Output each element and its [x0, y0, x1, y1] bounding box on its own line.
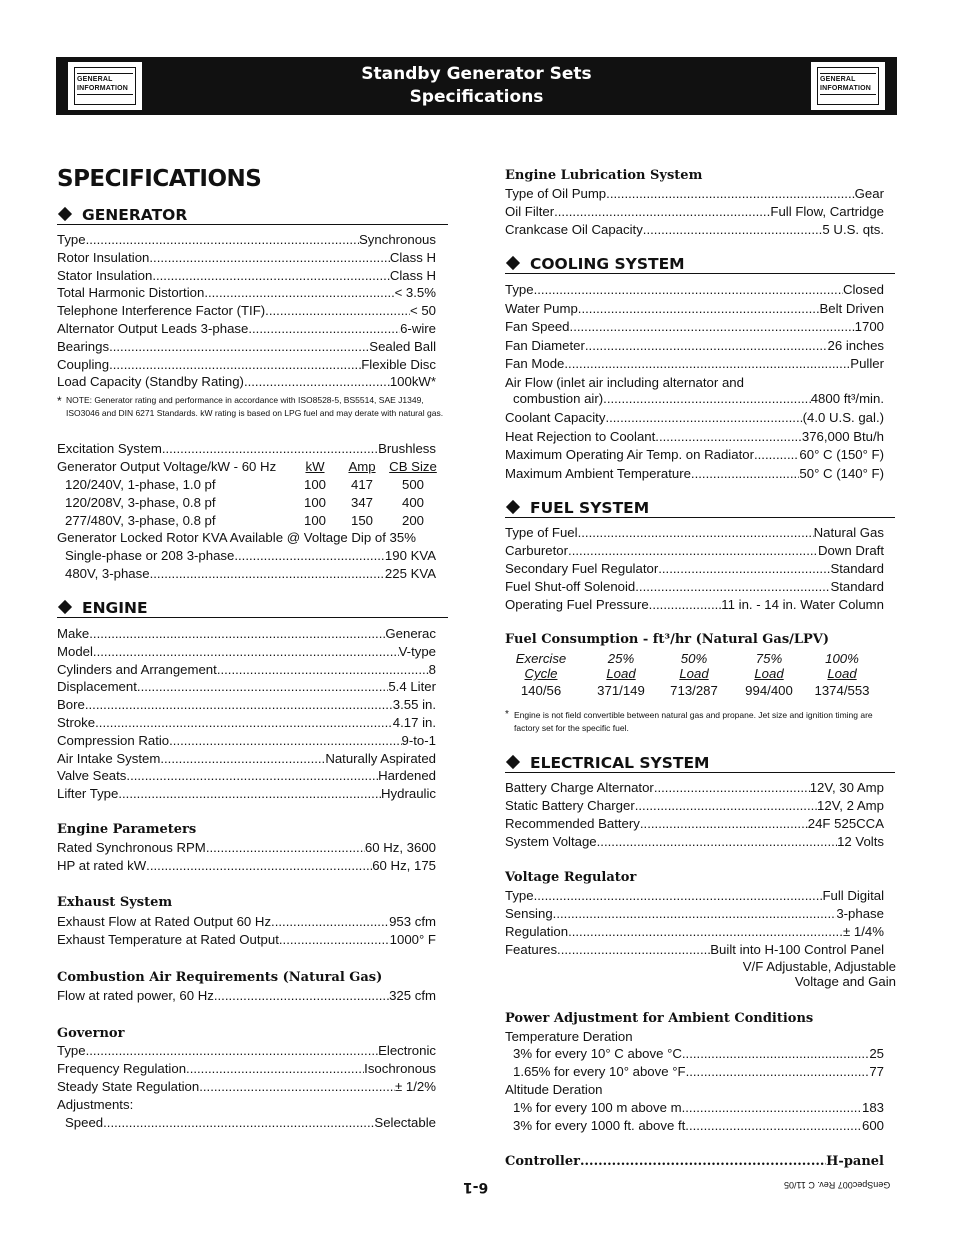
- spec-value: Hardened: [378, 768, 436, 784]
- spec-label: Static Battery Charger: [505, 798, 635, 813]
- spec-row-cooling: [505, 355, 884, 373]
- spec-label: Battery Charge Alternator: [505, 780, 654, 795]
- spec-value: 26 inches: [827, 337, 884, 353]
- fuel-consumption-value: 994/400: [745, 683, 793, 698]
- spec-row-generator: [57, 320, 436, 338]
- spec-row-speed: Speed ..... Selectable: [65, 1114, 436, 1132]
- voltage-table-header-kw: kW: [305, 459, 325, 474]
- spec-value: Gear: [854, 186, 884, 201]
- spec-value: 25: [869, 1046, 884, 1061]
- spec-row-generator: [57, 302, 436, 320]
- spec-row-generator: [57, 356, 436, 374]
- voltage-table-cell-kw: 100: [303, 477, 326, 492]
- diamond-icon: [506, 500, 520, 514]
- airflow-line1: Air Flow (inlet air including alternator and: [505, 375, 744, 390]
- spec-label: Crankcase Oil Capacity: [505, 222, 643, 237]
- fuel-consumption-header: 50%: [680, 651, 708, 666]
- voltage-table-cell-label: 120/208V, 3-phase, 0.8 pf: [65, 495, 216, 510]
- spec-label: Fan Diameter: [505, 337, 585, 353]
- spec-value: ± 1/2%: [395, 1079, 436, 1094]
- voltage-table-caption: Generator Output Voltage/kW - 60 Hz: [57, 459, 277, 474]
- section-heading-engine: ENGINE: [57, 599, 448, 618]
- spec-label: Coupling: [57, 356, 110, 372]
- fuel-consumption-value: 1374/553: [814, 683, 870, 698]
- spec-value: 183: [861, 1100, 884, 1115]
- spec-label: Stator Insulation: [57, 267, 153, 283]
- spec-value: 100kW*: [389, 374, 436, 390]
- spec-label: Bore: [57, 697, 85, 713]
- fuel-note: Engine is not field convertible between natural gas and propane. Jet size and ignition timing are factory set for the specific fuel.: [514, 710, 873, 733]
- spec-row-cooling: [505, 318, 884, 336]
- section-heading-electrical: ELECTRICAL SYSTEM: [505, 754, 895, 773]
- spec-label: Exhaust Temperature at Rated Output: [57, 932, 279, 947]
- spec-label: Flow at rated power, 60 Hz: [57, 988, 214, 1003]
- subheading-governor: Governor: [57, 1026, 125, 1041]
- voltage-table-cell-label: 277/480V, 3-phase, 0.8 pf: [65, 513, 216, 528]
- spec-row-alt-deration: [513, 1117, 884, 1135]
- spec-row-engine: [57, 696, 436, 714]
- spec-row-cooling: [505, 409, 884, 427]
- spec-value: 77: [869, 1064, 884, 1079]
- fuel-note-star: *: [505, 709, 509, 720]
- fuel-consumption-header: 100%: [825, 651, 859, 666]
- adjustments-label: Adjustments:: [57, 1097, 134, 1112]
- spec-label: Telephone Interference Factor (TIF): [57, 303, 266, 319]
- spec-row-locked-rotor: [65, 547, 436, 565]
- spec-row-voltage-regulator: [505, 923, 884, 941]
- fuel-consumption-header: 75%: [755, 651, 783, 666]
- spec-row-temp-deration: [513, 1063, 884, 1081]
- spec-row-lubrication: [505, 221, 884, 239]
- spec-value: 3.55 in.: [392, 697, 436, 713]
- spec-label: Oil Filter: [505, 204, 555, 219]
- spec-label: Valve Seats: [57, 768, 127, 784]
- spec-value: 60 Hz, 175: [372, 858, 436, 873]
- spec-row-generator: [57, 249, 436, 267]
- spec-row-fuel: [505, 542, 884, 560]
- vr-extra-line2: Voltage and Gain: [794, 974, 896, 989]
- subheading-power-adjustment: Power Adjustment for Ambient Conditions: [505, 1011, 814, 1026]
- spec-row-electrical: [505, 779, 884, 797]
- spec-row-cooling: [505, 446, 884, 464]
- spec-label: System Voltage: [505, 834, 597, 849]
- spec-label: Exhaust Flow at Rated Output 60 Hz: [57, 914, 272, 929]
- spec-row-voltage-regulator: [505, 887, 884, 905]
- spec-label: Type: [505, 888, 534, 903]
- spec-value: 1000° F: [389, 932, 436, 947]
- spec-label: Bearings: [57, 338, 110, 354]
- spec-row-temp-deration: [513, 1045, 884, 1063]
- spec-value: Full Flow, Cartridge: [770, 204, 884, 219]
- generator-note: NOTE: Generator rating and performance in accordance with ISO8528-5, BS5514, SAE J1349, ISO3046 and DIN 6271 Standards. kW rating is based on LPG fuel and may derate with natural gas.: [66, 395, 444, 418]
- spec-value: Belt Driven: [819, 300, 884, 316]
- spec-row-generator: [57, 284, 436, 302]
- spec-value: 600: [861, 1118, 884, 1133]
- spec-label: Rated Synchronous RPM: [57, 840, 206, 855]
- spec-value: Standard: [830, 561, 884, 576]
- spec-row-electrical: [505, 815, 884, 833]
- spec-row-cooling: [505, 465, 884, 483]
- spec-label: Displacement: [57, 679, 137, 695]
- diamond-icon: [58, 600, 72, 614]
- spec-row-generator: [57, 373, 436, 391]
- section-heading-fuel: FUEL SYSTEM: [505, 499, 895, 518]
- spec-value: 953 cfm: [389, 914, 436, 929]
- spec-row-engine-param: [57, 839, 436, 857]
- spec-row-engine: [57, 625, 436, 643]
- spec-label: Type: [57, 1043, 86, 1058]
- spec-value: V-type: [398, 643, 436, 659]
- spec-row-governor: [57, 1078, 436, 1096]
- spec-label: Single-phase or 208 3-phase: [65, 548, 235, 563]
- subheading-voltage-regulator: Voltage Regulator: [505, 870, 637, 885]
- spec-value: 11 in. - 14 in. Water Column: [721, 597, 884, 612]
- spec-value: 12 Volts: [837, 834, 884, 849]
- spec-label: Operating Fuel Pressure: [505, 597, 649, 612]
- spec-value: 5.4 Liter: [388, 679, 436, 695]
- spec-row-alt-deration: [513, 1099, 884, 1117]
- spec-value: Full Digital: [822, 888, 884, 903]
- header-bar: [56, 57, 897, 115]
- fuel-consumption-value: 140/56: [520, 683, 562, 698]
- spec-row-engine: [57, 643, 436, 661]
- spec-row-cooling: [505, 337, 884, 355]
- spec-row-lubrication: [505, 203, 884, 221]
- spec-label: Type of Fuel: [505, 525, 578, 540]
- fuel-consumption-header: Load: [754, 666, 784, 681]
- vr-extra-line1: V/F Adjustable, Adjustable: [742, 959, 896, 974]
- spec-row-generator: [57, 338, 436, 356]
- spec-value: < 50: [409, 303, 436, 319]
- spec-value: 4.17 in.: [392, 715, 436, 730]
- spec-value: Class H: [389, 267, 436, 283]
- spec-value: Isochronous: [364, 1061, 436, 1076]
- page-title: SPECIFICATIONS: [57, 166, 262, 192]
- spec-label: Load Capacity (Standby Rating): [57, 374, 244, 390]
- spec-value: 12V, 2 Amp: [817, 798, 884, 813]
- spec-label: 3% for every 1000 ft. above ft.: [513, 1118, 689, 1133]
- spec-row-lubrication: [505, 185, 884, 203]
- spec-value: Natural Gas: [813, 525, 884, 540]
- voltage-table-header-amp: Amp: [348, 459, 376, 474]
- spec-label: Make: [57, 626, 90, 641]
- spec-row-engine: [57, 750, 436, 768]
- spec-label: Total Harmonic Distortion: [57, 285, 205, 301]
- spec-value: 60° C (150° F): [799, 447, 884, 462]
- spec-row-engine: [57, 785, 436, 803]
- spec-label: Alternator Output Leads 3-phase: [57, 321, 249, 336]
- spec-value: Down Draft: [818, 543, 884, 558]
- spec-row-fuel: [505, 596, 884, 614]
- spec-value: 12V, 30 Amp: [809, 780, 884, 795]
- spec-label: Model: [57, 643, 93, 659]
- voltage-table-cell-cb: 200: [401, 513, 424, 528]
- spec-label: Compression Ratio: [57, 732, 170, 748]
- spec-label: 3% for every 10° C above °C: [513, 1046, 682, 1061]
- spec-label: 480V, 3-phase: [65, 566, 150, 581]
- spec-row-engine: [57, 661, 436, 679]
- spec-value: 1700: [854, 319, 884, 334]
- spec-value: 60 Hz, 3600: [364, 840, 436, 855]
- spec-label: Features: [505, 942, 558, 957]
- spec-value: Electronic: [378, 1043, 436, 1058]
- fuel-consumption-header: Load: [679, 666, 709, 681]
- spec-row-cooling: [505, 428, 884, 446]
- spec-label: Water Pump: [505, 300, 578, 316]
- spec-row-cooling: [505, 281, 884, 299]
- header-title: Standby Generator Sets Specifications: [361, 64, 592, 107]
- spec-label: Heat Rejection to Coolant: [505, 428, 656, 444]
- spec-row-engine: [57, 678, 436, 696]
- spec-value: 376,000 Btu/h: [801, 428, 884, 444]
- spec-value: 3-phase: [836, 906, 884, 921]
- spec-row-electrical: [505, 833, 884, 851]
- spec-row-engine: [57, 767, 436, 785]
- spec-row-exhaust: [57, 931, 436, 949]
- fuel-consumption-header: 25%: [607, 651, 635, 666]
- spec-row-governor: [57, 1042, 436, 1060]
- spec-label: 1.65% for every 10° above °F: [513, 1064, 686, 1079]
- fuel-consumption-header: Load: [606, 666, 636, 681]
- spec-row-engine-param: [57, 857, 436, 875]
- voltage-table-cell-kw: 100: [303, 495, 326, 510]
- note-star: *: [57, 394, 62, 408]
- subheading-combustion-air: Combustion Air Requirements (Natural Gas): [57, 970, 383, 985]
- spec-label: Regulation: [505, 924, 569, 939]
- subheading-exhaust-system: Exhaust System: [57, 895, 173, 910]
- spec-label: Rotor Insulation: [57, 249, 150, 265]
- spec-label: Carburetor: [505, 543, 569, 558]
- spec-value: Hydraulic: [381, 786, 436, 802]
- spec-value: 8: [428, 661, 436, 677]
- spec-row-cooling: [505, 300, 884, 318]
- spec-label: Cylinders and Arrangement: [57, 661, 217, 677]
- voltage-table-cell-kw: 100: [303, 513, 326, 528]
- spec-row-locked-rotor: [65, 565, 436, 583]
- revision-code: GenSpec007 Rev. C 11/05: [784, 1180, 891, 1190]
- general-info-badge-right: [811, 62, 885, 110]
- spec-label: Fan Mode: [505, 356, 565, 371]
- voltage-table-cell-amp: 417: [350, 477, 373, 492]
- temperature-deration-label: Temperature Deration: [505, 1029, 633, 1044]
- subheading-fuel-consumption: Fuel Consumption - ft³/hr (Natural Gas/LPV): [505, 632, 830, 647]
- spec-value: 325 cfm: [389, 988, 436, 1003]
- fuel-consumption-value: 713/287: [670, 683, 718, 698]
- fuel-consumption-value: 371/149: [597, 683, 645, 698]
- diamond-icon: [506, 256, 520, 270]
- voltage-table-header-cb: CB Size: [389, 459, 437, 474]
- spec-value: 225 KVA: [384, 566, 436, 581]
- spec-row-combustion: [57, 987, 436, 1005]
- section-heading-generator: GENERATOR: [57, 206, 448, 225]
- spec-value: < 3.5%: [394, 285, 436, 301]
- spec-row-fuel: [505, 524, 884, 542]
- fuel-consumption-header: Exercise: [515, 651, 567, 666]
- spec-label: Type: [57, 232, 86, 247]
- spec-row-voltage-regulator: [505, 905, 884, 923]
- spec-label: 1% for every 100 m above m: [513, 1100, 682, 1115]
- subheading-lubrication: Engine Lubrication System: [505, 168, 703, 183]
- spec-value: Puller: [850, 356, 884, 371]
- spec-label: Stroke: [57, 715, 96, 730]
- spec-row-engine: [57, 732, 436, 750]
- spec-label: Coolant Capacity: [505, 410, 606, 425]
- locked-rotor-caption: Generator Locked Rotor KVA Available @ Voltage Dip of 35%: [57, 530, 416, 545]
- spec-row-generator: [57, 267, 436, 285]
- spec-row-fuel: [505, 578, 884, 596]
- voltage-table-cell-cb: 500: [401, 477, 424, 492]
- spec-value: Class H: [389, 249, 436, 265]
- spec-value: 9-to-1: [401, 732, 436, 748]
- voltage-table-cell-cb: 400: [401, 495, 424, 510]
- spec-label: Recommended Battery: [505, 816, 640, 831]
- spec-row-airflow: combustion air) ..... 4800 ft³/min.: [513, 390, 884, 408]
- spec-label: Lifter Type: [57, 786, 119, 802]
- badge-text: GENERAL INFORMATION: [77, 76, 129, 92]
- spec-label: Maximum Operating Air Temp. on Radiator: [505, 447, 754, 462]
- fuel-consumption-header: Load: [827, 666, 857, 681]
- spec-row-generator: [57, 231, 436, 249]
- badge-text: GENERAL INFORMATION: [820, 76, 872, 92]
- subheading-engine-parameters: Engine Parameters: [57, 822, 197, 837]
- spec-label: Steady State Regulation: [57, 1079, 200, 1094]
- spec-value: 5 U.S. qts.: [822, 222, 884, 237]
- spec-label: Fan Speed: [505, 319, 570, 334]
- spec-value: Standard: [830, 579, 884, 594]
- spec-label: Maximum Ambient Temperature: [505, 465, 691, 481]
- spec-value: ± 1/4%: [843, 924, 884, 939]
- section-heading-cooling: COOLING SYSTEM: [505, 255, 895, 274]
- spec-value: Closed: [842, 282, 884, 297]
- spec-value: 190 KVA: [384, 548, 436, 563]
- spec-row-voltage-regulator: [505, 941, 884, 959]
- page-number: 6-1: [463, 1179, 489, 1195]
- spec-value: 6-wire: [400, 321, 436, 336]
- spec-label: Type: [505, 282, 534, 297]
- spec-value: Generac: [385, 626, 436, 641]
- spec-label: Secondary Fuel Regulator: [505, 561, 659, 576]
- spec-label: Sensing: [505, 906, 553, 921]
- spec-label: HP at rated kW: [57, 858, 147, 873]
- voltage-table-cell-amp: 347: [350, 495, 373, 510]
- spec-value: Flexible Disc: [361, 356, 436, 372]
- spec-value: Synchronous: [359, 232, 436, 247]
- spec-row-electrical: [505, 797, 884, 815]
- spec-row-governor: [57, 1060, 436, 1078]
- spec-label: Fuel Shut-off Solenoid: [505, 579, 636, 594]
- diamond-icon: [58, 207, 72, 221]
- altitude-deration-label: Altitude Deration: [505, 1082, 603, 1097]
- spec-label: Air Intake System: [57, 750, 161, 766]
- spec-value: Sealed Ball: [369, 338, 436, 354]
- spec-label: Frequency Regulation: [57, 1061, 187, 1076]
- fuel-consumption-header: Cycle: [524, 666, 558, 681]
- spec-value: (4.0 U.S. gal.): [802, 410, 884, 425]
- diamond-icon: [506, 755, 520, 769]
- spec-row-fuel: [505, 560, 884, 578]
- voltage-table-cell-amp: 150: [350, 513, 373, 528]
- spec-row-engine: [57, 714, 436, 732]
- spec-value: 24F 525CCA: [807, 816, 884, 831]
- spec-label: Type of Oil Pump: [505, 186, 607, 201]
- spec-value: Built into H-100 Control Panel: [710, 942, 884, 957]
- spec-row-exhaust: [57, 913, 436, 931]
- spec-row-excitation: Excitation System ..... Brushless: [57, 440, 436, 458]
- spec-row-controller: Controller ..... H-panel: [505, 1153, 884, 1171]
- spec-value: 50° C (140° F): [799, 465, 884, 481]
- spec-value: Naturally Aspirated: [325, 750, 436, 766]
- voltage-table-cell-label: 120/240V, 1-phase, 1.0 pf: [65, 477, 216, 492]
